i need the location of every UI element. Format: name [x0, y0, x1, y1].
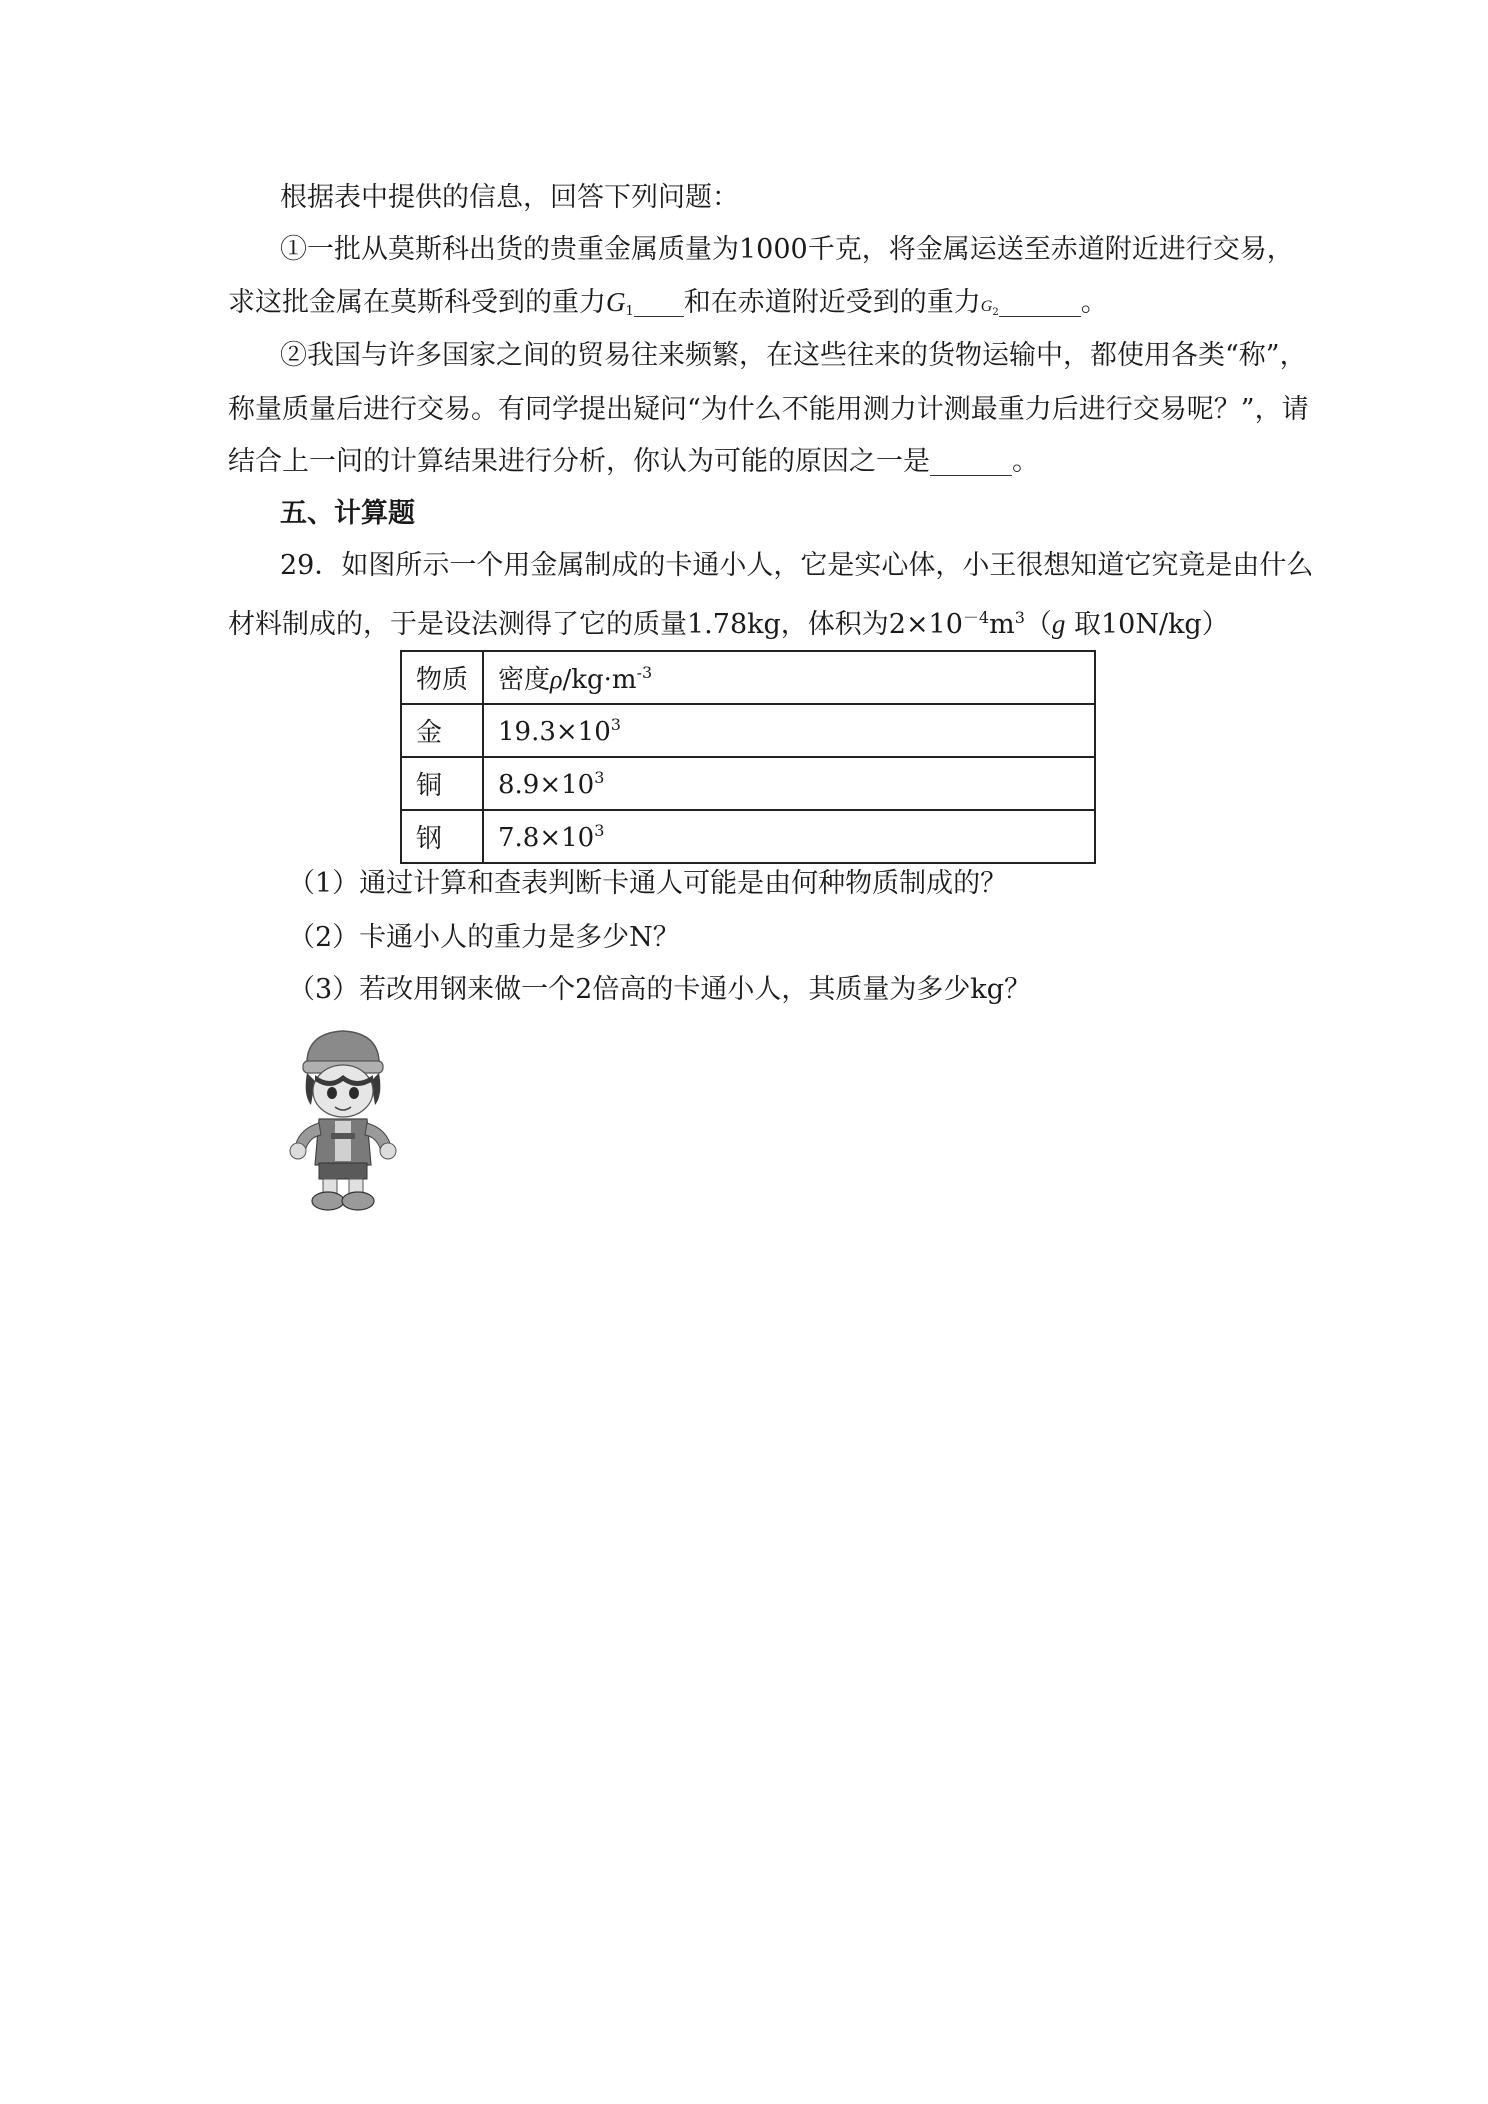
problem29-line1: 29．如图所示一个用金属制成的卡通小人，它是实心体，小王很想知道它究竟是由什么 — [280, 550, 1314, 581]
reason-answer-blank[interactable] — [930, 447, 1012, 476]
material-cell: 金 — [401, 704, 483, 757]
table-row — [401, 704, 1095, 757]
q1-line2 — [228, 282, 1108, 333]
problem29-line2-c: （ — [1024, 609, 1052, 640]
gravity-symbol: g — [1051, 609, 1066, 639]
problem29-line2-b: m — [989, 609, 1015, 640]
q2-line1: ②我国与许多国家之间的贸易往来频繁，在这些往来的货物运输中，都使用各类“称”， — [280, 340, 1307, 371]
header-density — [483, 651, 1095, 704]
q2-line2: 称量质量后进行交易。有同学提出疑问“为什么不能用测力计测最重力后进行交易呢？”，请 — [228, 394, 1309, 425]
table-row — [401, 810, 1095, 863]
g1-answer-blank[interactable] — [634, 288, 684, 317]
density-exponent: 3 — [594, 767, 605, 787]
header-density-exponent: -3 — [636, 663, 653, 682]
g1-symbol: G — [606, 287, 626, 317]
q1-line1: ①一批从莫斯科出货的贵重金属质量为1000千克，将金属运送至赤道附近进行交易， — [280, 234, 1294, 265]
density-cell — [483, 704, 1095, 757]
q2-line3-text: 结合上一问的计算结果进行分析，你认为可能的原因之一是 — [228, 446, 930, 477]
material-cell: 钢 — [401, 810, 483, 863]
intro-text: 根据表中提供的信息，回答下列问题： — [280, 182, 739, 213]
density-cell — [483, 810, 1095, 863]
volume-unit-exponent: 3 — [1014, 608, 1025, 627]
header-density-unit: /kg·m — [562, 665, 637, 695]
subquestion-2: （2）卡通小人的重力是多少N？ — [288, 922, 680, 953]
subquestion-3: （3）若改用钢来做一个2倍高的卡通小人，其质量为多少kg？ — [288, 974, 1031, 1005]
section-title: 五、计算题 — [280, 498, 415, 529]
subquestion-1: （1）通过计算和查表判断卡通人可能是由何种物质制成的？ — [288, 868, 1008, 899]
q2-line3 — [228, 442, 1039, 482]
table-header-row — [401, 651, 1095, 704]
density-cell — [483, 757, 1095, 810]
problem29-line2-a: 材料制成的，于是设法测得了它的质量1.78kg，体积为2×10 — [228, 609, 963, 640]
table-row — [401, 757, 1095, 810]
material-cell: 铜 — [401, 757, 483, 810]
q1-line2-end: 。 — [1080, 287, 1108, 318]
volume-exponent: －4 — [962, 608, 990, 627]
density-value: 8.9×10 — [498, 769, 595, 800]
g2-symbol: G — [980, 298, 993, 315]
g1-subscript: 1 — [625, 304, 634, 319]
q2-line3-end: 。 — [1012, 446, 1039, 477]
density-table — [400, 650, 1096, 864]
header-density-label: 密度 — [498, 665, 551, 695]
cartoon-boy-figure-icon — [285, 1025, 400, 1215]
g2-subscript: 2 — [992, 307, 999, 318]
header-material: 物质 — [401, 651, 483, 704]
density-value: 7.8×10 — [498, 822, 595, 853]
rho-symbol: ρ — [550, 665, 563, 694]
density-value: 19.3×10 — [498, 716, 611, 747]
problem29-line2-d: 取10N/kg） — [1065, 609, 1229, 640]
problem29-line2 — [228, 598, 1229, 645]
q1-line2-text-b: 和在赤道附近受到的重力 — [683, 287, 981, 318]
density-exponent: 3 — [594, 820, 605, 840]
g2-answer-blank[interactable] — [999, 288, 1081, 317]
q1-line2-text-a: 求这批金属在莫斯科受到的重力 — [228, 287, 606, 318]
density-exponent: 3 — [610, 714, 621, 734]
